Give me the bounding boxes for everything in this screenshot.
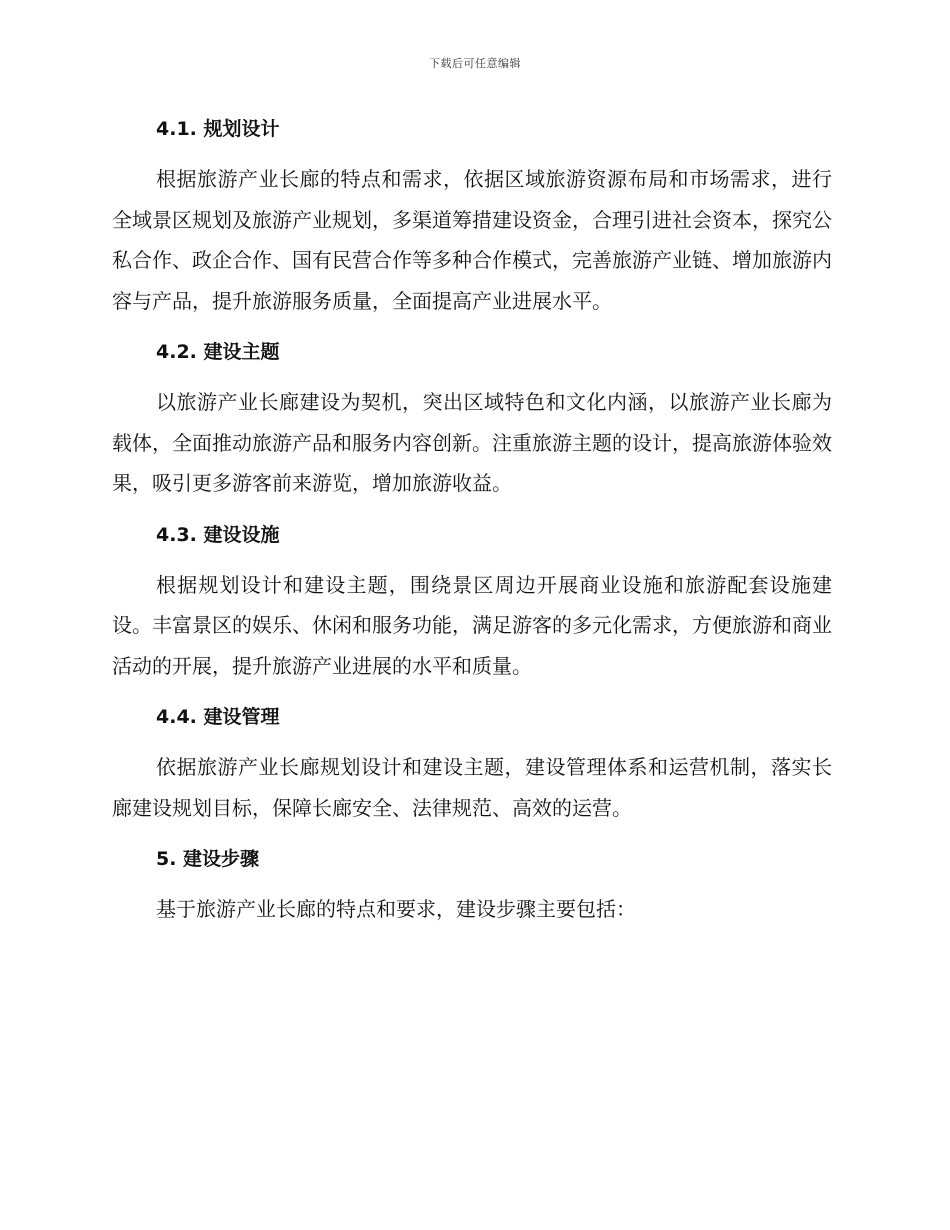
document-body [112,108,832,940]
section-heading-4-3: 4.3. 建设设施 [156,523,280,546]
section-heading-5: 5. 建设步骤 [156,848,260,870]
page-header: 下载后可任意编辑 [429,57,521,70]
section-paragraph-4-1: 根据旅游产业长廊的特点和需求，依据区域旅游资源布局和市场需求，进行全域景区规划及旅游产业规划，多渠道筹措建设资金，合理引进社会资本，探究公私合作、政企合作、国有民营合作等多种合作模式，完善旅游产业链、增加旅游内容与产品，提升旅游服务质量，全面提高产业进展水平。 [112,167,832,313]
section-paragraph-4-3: 根据规划设计和建设主题，围绕景区周边开展商业设施和旅游配套设施建设。丰富景区的娱乐、休闲和服务功能，满足游客的多元化需求，方便旅游和商业活动的开展，提升旅游产业进展的水平和质量。 [112,572,832,678]
section-paragraph-4-2: 以旅游产业长廊建设为契机，突出区域特色和文化内涵，以旅游产业长廊为载体，全面推动旅游产品和服务内容创新。注重旅游主题的设计，提高旅游体验效果，吸引更多游客前来游览，增加旅游收益。 [112,390,832,495]
section-heading-4-2: 4.2. 建设主题 [156,341,280,363]
section-paragraph-5: 基于旅游产业长廊的特点和要求，建设步骤主要包括： [156,897,636,921]
section-paragraph-4-4: 依据旅游产业长廊规划设计和建设主题，建设管理体系和运营机制，落实长廊建设规划目标，保障长廊安全、法律规范、高效的运营。 [112,755,832,820]
section-heading-4-1: 4.1. 规划设计 [156,118,280,140]
section-heading-4-4: 4.4. 建设管理 [156,706,280,728]
